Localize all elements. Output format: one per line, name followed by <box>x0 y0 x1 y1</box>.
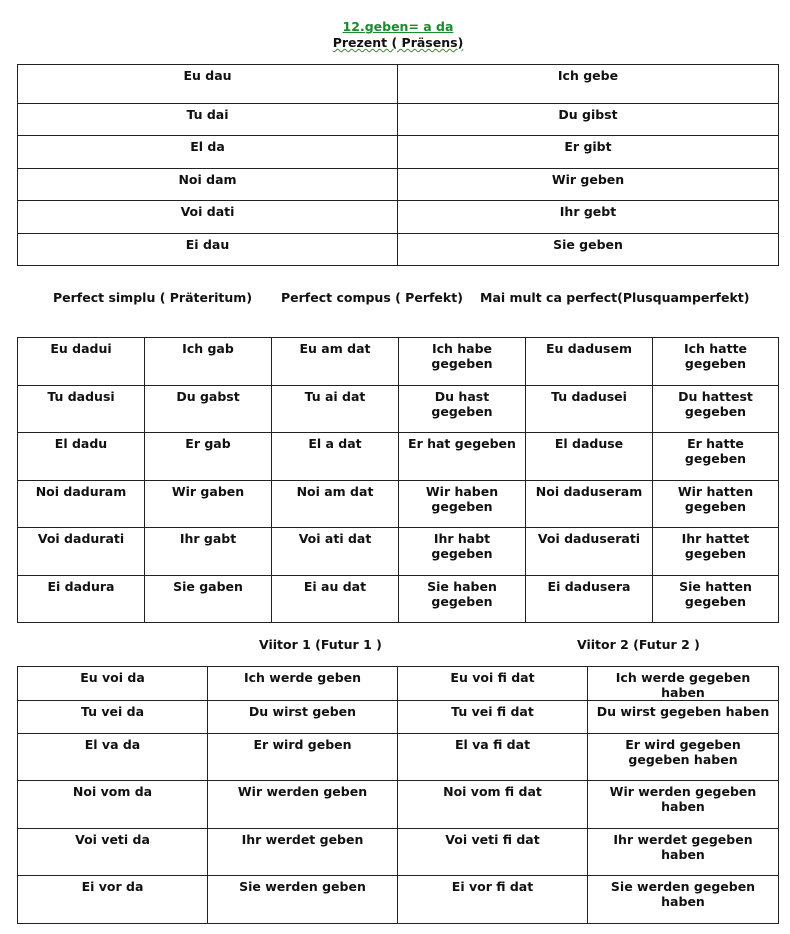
table-cell: Er hat gegeben <box>399 433 526 481</box>
table-cell: Tu dadusi <box>18 386 145 433</box>
table-cell: Wir werden geben <box>208 781 398 829</box>
table-cell: Ei dadusera <box>526 576 653 623</box>
table-cell: Ihr gabt <box>145 528 272 576</box>
table-cell: Tu dai <box>18 104 398 136</box>
table-cell: Noi daduseram <box>526 481 653 528</box>
table-cell: Voi veti fi dat <box>398 829 588 876</box>
future-row <box>18 734 779 781</box>
table-cell: Sie gaben <box>145 576 272 623</box>
present-row <box>18 65 779 104</box>
table-cell: Sie werden geben <box>208 876 398 924</box>
future-row <box>18 876 779 924</box>
table-cell: El va fi dat <box>398 734 588 781</box>
future2-heading: Viitor 2 (Futur 2 ) <box>577 637 700 652</box>
past-row <box>18 433 779 481</box>
past-row <box>18 576 779 623</box>
future-row <box>18 667 779 701</box>
table-cell: Ei vor da <box>18 876 208 924</box>
table-cell: Er wird geben <box>208 734 398 781</box>
table-cell: Ei vor fi dat <box>398 876 588 924</box>
table-cell: Er gibt <box>398 136 779 169</box>
table-cell: Ei dadura <box>18 576 145 623</box>
table-cell: Du gabst <box>145 386 272 433</box>
table-cell: Voi daduserati <box>526 528 653 576</box>
perfect-heading: Perfect compus ( Perfekt) <box>281 290 463 305</box>
table-cell: Ich werde geben <box>208 667 398 701</box>
table-cell: Ich habe gegeben <box>399 338 526 386</box>
pluperfect-heading: Mai mult ca perfect(Plusquamperfekt) <box>480 290 750 305</box>
past-tense-table <box>17 337 779 623</box>
table-cell: Wir geben <box>398 169 779 201</box>
table-cell: Voi dadurati <box>18 528 145 576</box>
table-cell: El va da <box>18 734 208 781</box>
table-cell: Ich gebe <box>398 65 779 104</box>
table-cell: Tu vei da <box>18 701 208 734</box>
table-cell: Du wirst geben <box>208 701 398 734</box>
table-cell: El a dat <box>272 433 399 481</box>
verb-title: 12.geben= a da <box>342 19 454 34</box>
table-cell: Sie geben <box>398 234 779 266</box>
table-cell: Du wirst gegeben haben <box>588 701 779 734</box>
table-cell: Noi vom da <box>18 781 208 829</box>
table-cell: Ihr gebt <box>398 201 779 234</box>
table-cell: Ihr habt gegeben <box>399 528 526 576</box>
table-cell: Eu dadui <box>18 338 145 386</box>
table-cell: Er hatte gegeben <box>653 433 779 481</box>
table-cell: Ich werde gegeben haben <box>588 667 779 701</box>
table-cell: Voi veti da <box>18 829 208 876</box>
table-cell: Tu dadusei <box>526 386 653 433</box>
table-cell: Eu dau <box>18 65 398 104</box>
table-cell: Tu vei fi dat <box>398 701 588 734</box>
document-title-block <box>0 19 790 51</box>
table-cell: Ei dau <box>18 234 398 266</box>
present-row <box>18 201 779 234</box>
future-row <box>18 701 779 734</box>
table-cell: Sie werden gegeben haben <box>588 876 779 924</box>
table-cell: Noi dam <box>18 169 398 201</box>
table-cell: El daduse <box>526 433 653 481</box>
present-row <box>18 169 779 201</box>
table-cell: Du gibst <box>398 104 779 136</box>
table-cell: Eu am dat <box>272 338 399 386</box>
table-cell: Eu voi da <box>18 667 208 701</box>
table-cell: Du hattest gegeben <box>653 386 779 433</box>
table-cell: El da <box>18 136 398 169</box>
table-cell: El dadu <box>18 433 145 481</box>
past-row <box>18 528 779 576</box>
table-cell: Ei au dat <box>272 576 399 623</box>
future-row <box>18 829 779 876</box>
table-cell: Noi vom fi dat <box>398 781 588 829</box>
table-cell: Ihr werdet gegeben haben <box>588 829 779 876</box>
table-cell: Wir gaben <box>145 481 272 528</box>
table-cell: Voi ati dat <box>272 528 399 576</box>
future-tense-table <box>17 666 779 924</box>
present-row <box>18 136 779 169</box>
table-cell: Noi am dat <box>272 481 399 528</box>
table-cell: Wir haben gegeben <box>399 481 526 528</box>
preterite-heading: Perfect simplu ( Präteritum) <box>53 290 253 305</box>
table-cell: Sie haben gegeben <box>399 576 526 623</box>
future-row <box>18 781 779 829</box>
past-row <box>18 481 779 528</box>
table-cell: Ich hatte gegeben <box>653 338 779 386</box>
table-cell: Du hast gegeben <box>399 386 526 433</box>
table-cell: Sie hatten gegeben <box>653 576 779 623</box>
present-row <box>18 234 779 266</box>
table-cell: Noi daduram <box>18 481 145 528</box>
present-tense-table <box>17 64 779 266</box>
future1-heading: Viitor 1 (Futur 1 ) <box>259 637 382 652</box>
present-tense-heading: Prezent ( Präsens) <box>332 35 464 50</box>
table-cell: Er gab <box>145 433 272 481</box>
table-cell: Ich gab <box>145 338 272 386</box>
table-cell: Tu ai dat <box>272 386 399 433</box>
table-cell: Ihr hattet gegeben <box>653 528 779 576</box>
table-cell: Wir hatten gegeben <box>653 481 779 528</box>
table-cell: Er wird gegeben gegeben haben <box>588 734 779 781</box>
table-cell: Voi dati <box>18 201 398 234</box>
table-cell: Eu voi fi dat <box>398 667 588 701</box>
table-cell: Wir werden gegeben haben <box>588 781 779 829</box>
present-row <box>18 104 779 136</box>
past-row <box>18 338 779 386</box>
table-cell: Ihr werdet geben <box>208 829 398 876</box>
table-cell: Eu dadusem <box>526 338 653 386</box>
past-row <box>18 386 779 433</box>
